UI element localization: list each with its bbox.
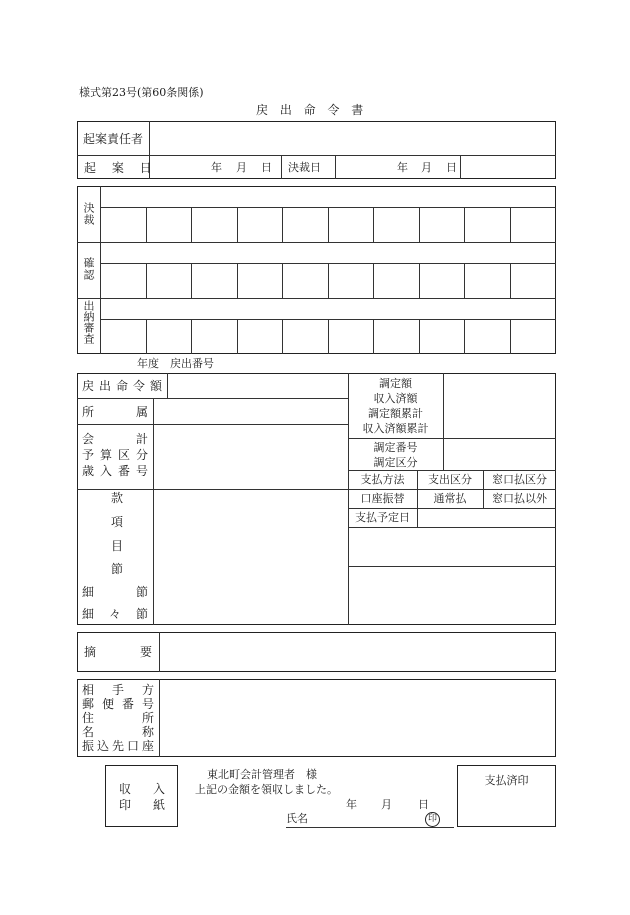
sainyu-bangou-label: 歳 入 番 号 xyxy=(82,464,148,478)
date2-day: 日 xyxy=(446,161,457,174)
yubin-label: 郵 便 番 号 xyxy=(82,697,154,711)
furikomi-label: 振 込 先 口 座 xyxy=(82,739,154,753)
tsujo-label: 通常払 xyxy=(433,492,467,505)
date2-month: 月 xyxy=(421,161,432,174)
receipt-year: 年 xyxy=(346,798,357,811)
saisetsu-label: 細 節 xyxy=(82,585,148,599)
kakunin-label: 確認 xyxy=(82,257,95,281)
date1-month: 月 xyxy=(236,161,247,174)
receipt-day: 日 xyxy=(418,798,429,811)
suitou-label: 出納審査 xyxy=(82,300,95,344)
shiharai-yotei-label: 支払予定日 xyxy=(355,511,410,524)
shozoku-label: 所 属 xyxy=(82,405,148,419)
pay-method-label: 支払方法 xyxy=(360,473,405,486)
meisho-label: 名 称 xyxy=(82,725,154,739)
addressee: 東北町会計管理者 様 xyxy=(207,768,317,781)
paid-seal-label: 支払済印 xyxy=(484,774,529,787)
inshi-label: 印 紙 xyxy=(119,798,165,812)
jusho-label: 住 所 xyxy=(82,711,154,725)
name-label: 氏名 xyxy=(286,812,308,825)
tekiyo-label: 摘 要 xyxy=(84,645,152,659)
seal-mark: 印 xyxy=(425,811,440,827)
kian-sekinin-label: 起案責任者 xyxy=(83,132,144,146)
moku-label: 目 xyxy=(111,539,124,553)
kessai-bi-label: 決裁日 xyxy=(288,161,321,174)
shunyu-label: 収 入 xyxy=(119,782,165,796)
kan-label: 款 xyxy=(111,491,124,505)
madoguchi-igai-label: 窓口払以外 xyxy=(492,492,547,505)
kian-bi-label: 起 案 日 xyxy=(84,161,158,175)
madoguchi-kubun-label: 窓口払区分 xyxy=(492,473,547,486)
kaikei-label: 会 計 xyxy=(82,432,148,446)
date2-year: 年 xyxy=(397,161,408,174)
form-number: 様式第23号(第60条関係) xyxy=(79,86,204,99)
chotei-no-labels: 調定番号 調定区分 xyxy=(373,441,418,469)
setsu-label: 節 xyxy=(111,562,124,576)
receipt-month: 月 xyxy=(381,798,392,811)
yosan-kubun-label: 予 算 区 分 xyxy=(82,448,148,462)
shishutsu-kubun-label: 支出区分 xyxy=(428,473,472,486)
modoshi-gaku-label: 戻 出 命 令 額 xyxy=(82,379,162,393)
kessai-label: 決裁 xyxy=(82,202,95,226)
saisaisetsu-label: 細 々 節 xyxy=(82,607,148,621)
shunyu-inshi-box xyxy=(105,765,178,827)
aite-label: 相 手 方 xyxy=(82,683,154,697)
receipt-statement: 上記の金額を領収しました。 xyxy=(195,783,338,796)
date1-year: 年 xyxy=(211,161,222,174)
approval-grid xyxy=(77,186,556,354)
chotei-labels: 調定額 収入済額 調定額累計 収入済額累計 xyxy=(362,377,429,435)
kou-label: 項 xyxy=(111,515,124,529)
koza-furikae-label: 口座振替 xyxy=(360,492,405,505)
form-title: 戻 出 命 令 書 xyxy=(256,103,368,117)
date1-day: 日 xyxy=(261,161,272,174)
nendo-label: 年度 戻出番号 xyxy=(137,357,214,370)
